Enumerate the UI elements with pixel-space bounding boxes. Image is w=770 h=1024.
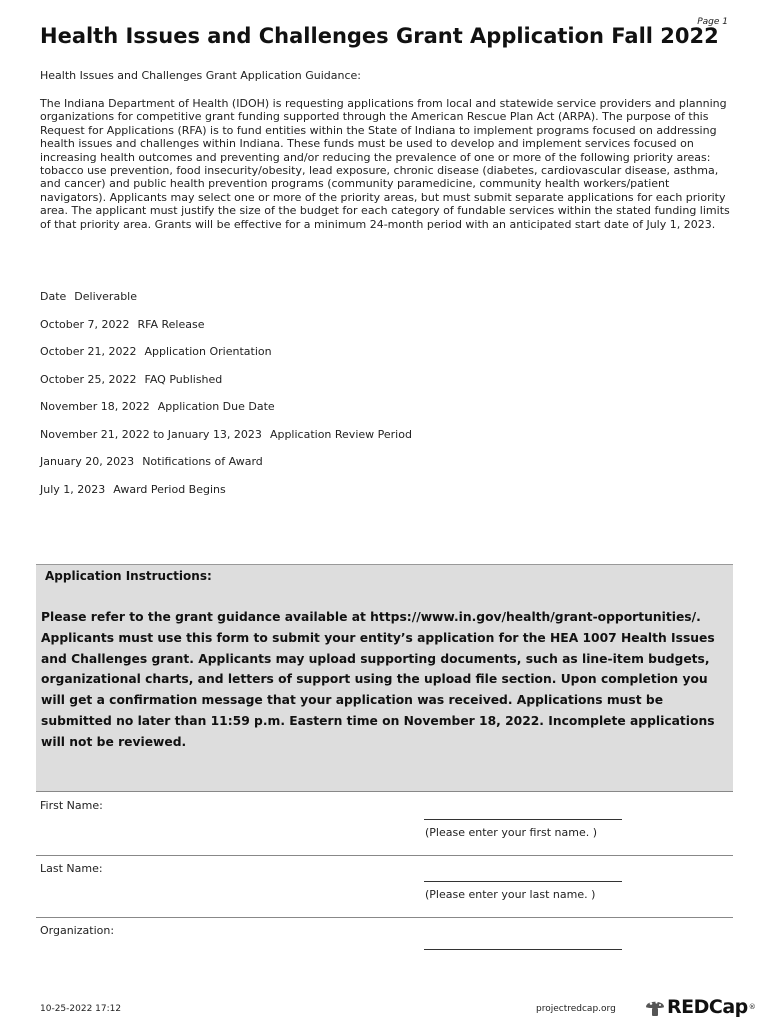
schedule-date: July 1, 2023	[40, 482, 106, 496]
redcap-logo-text: REDCap	[667, 996, 748, 1018]
organization-row	[36, 918, 733, 958]
first-name-label: First Name:	[40, 799, 103, 812]
schedule-row	[40, 400, 412, 428]
schedule-deliverable: Award Period Begins	[113, 482, 226, 496]
page-title: Health Issues and Challenges Grant Application Fall 2022	[40, 24, 719, 48]
schedule-header-date: Date	[40, 290, 67, 303]
schedule-date: October 25, 2022	[40, 372, 137, 386]
last-name-field[interactable]	[424, 881, 622, 882]
schedule-row	[40, 428, 412, 456]
schedule-row	[40, 318, 412, 346]
last-name-label: Last Name:	[40, 862, 103, 875]
schedule-deliverable: Application Review Period	[269, 427, 412, 441]
guidance-heading: Health Issues and Challenges Grant Application Guidance:	[40, 69, 361, 82]
schedule-date: October 21, 2022	[40, 345, 137, 358]
schedule-header	[40, 290, 412, 318]
organization-label: Organization:	[40, 924, 115, 937]
instructions-text: Please refer to the grant guidance available at https://www.in.gov/health/grant-opportunities/. Applicants must use this form to submit your entity’s application for the HEA 1007 Health Issues and Challenges grant. Applicants may upload supporting documents, such as line-item budgets, organizational charts, and letters of support using the upload file section. Upon completion you will get a confirmation message that your application was received. Applications must be submitted no later than 11:59 p.m. Eastern time on November 18, 2022. Incomplete applications will not be reviewed.	[41, 610, 715, 749]
redcap-logo	[644, 994, 756, 1020]
schedule-row	[40, 455, 412, 483]
redcap-logo-registered: ®	[748, 1003, 756, 1011]
last-name-hint: (Please enter your last name. )	[425, 888, 596, 901]
schedule-header-deliverable: Deliverable	[74, 290, 137, 303]
schedule-list	[40, 290, 412, 510]
first-name-row	[36, 793, 733, 856]
instructions-title: Application Instructions:	[45, 569, 212, 583]
page-number: Page 1	[697, 17, 728, 27]
footer-timestamp: 10-25-2022 17:12	[40, 1004, 122, 1014]
schedule-date: October 7, 2022	[40, 317, 130, 331]
schedule-deliverable: Notifications of Award	[142, 455, 263, 468]
schedule-deliverable: Application Orientation	[144, 345, 272, 358]
schedule-row	[40, 373, 412, 401]
schedule-deliverable: Application Due Date	[157, 400, 275, 413]
instructions-box	[36, 564, 733, 792]
redcap-mushroom-icon	[644, 996, 666, 1018]
schedule-date: November 18, 2022	[40, 400, 150, 413]
first-name-field[interactable]	[424, 819, 622, 820]
schedule-date: November 21, 2022 to January 13, 2023	[40, 427, 262, 441]
last-name-row	[36, 856, 733, 918]
schedule-row	[40, 483, 412, 511]
schedule-date: January 20, 2023	[40, 455, 135, 468]
guidance-body: The Indiana Department of Health (IDOH) is requesting applications from local and statewide service providers and planning organizations for competitive grant funding supported through the American Rescue Plan Act (ARPA). The purpose of this Request for Applications (RFA) is to fund entities within the State of Indiana to implement programs focused on addressing health issues and challenges within Indiana. These funds must be used to develop and implement services focused on increasing health outcomes and preventing and/or reducing the prevalence of one or more of the following priority areas: tobacco use prevention, food insecurity/obesity, lead exposure, chronic disease (diabetes, cardiovascular disease, asthma, and cancer) and public health prevention programs (community paramedicine, community health workers/patient navigators). Applicants may select one or more of the priority areas, but must submit separate applications for each priority area. The applicant must justify the size of the budget for each category of fundable services within the stated funding limits of that priority area. Grants will be effective for a minimum 24-month period with an anticipated start date of July 1, 2023.	[40, 97, 730, 231]
first-name-hint: (Please enter your first name. )	[425, 826, 598, 839]
organization-field[interactable]	[424, 949, 622, 950]
schedule-deliverable: RFA Release	[137, 317, 205, 331]
schedule-deliverable: FAQ Published	[144, 372, 223, 386]
schedule-row	[40, 345, 412, 373]
footer-site: projectredcap.org	[536, 1004, 616, 1014]
